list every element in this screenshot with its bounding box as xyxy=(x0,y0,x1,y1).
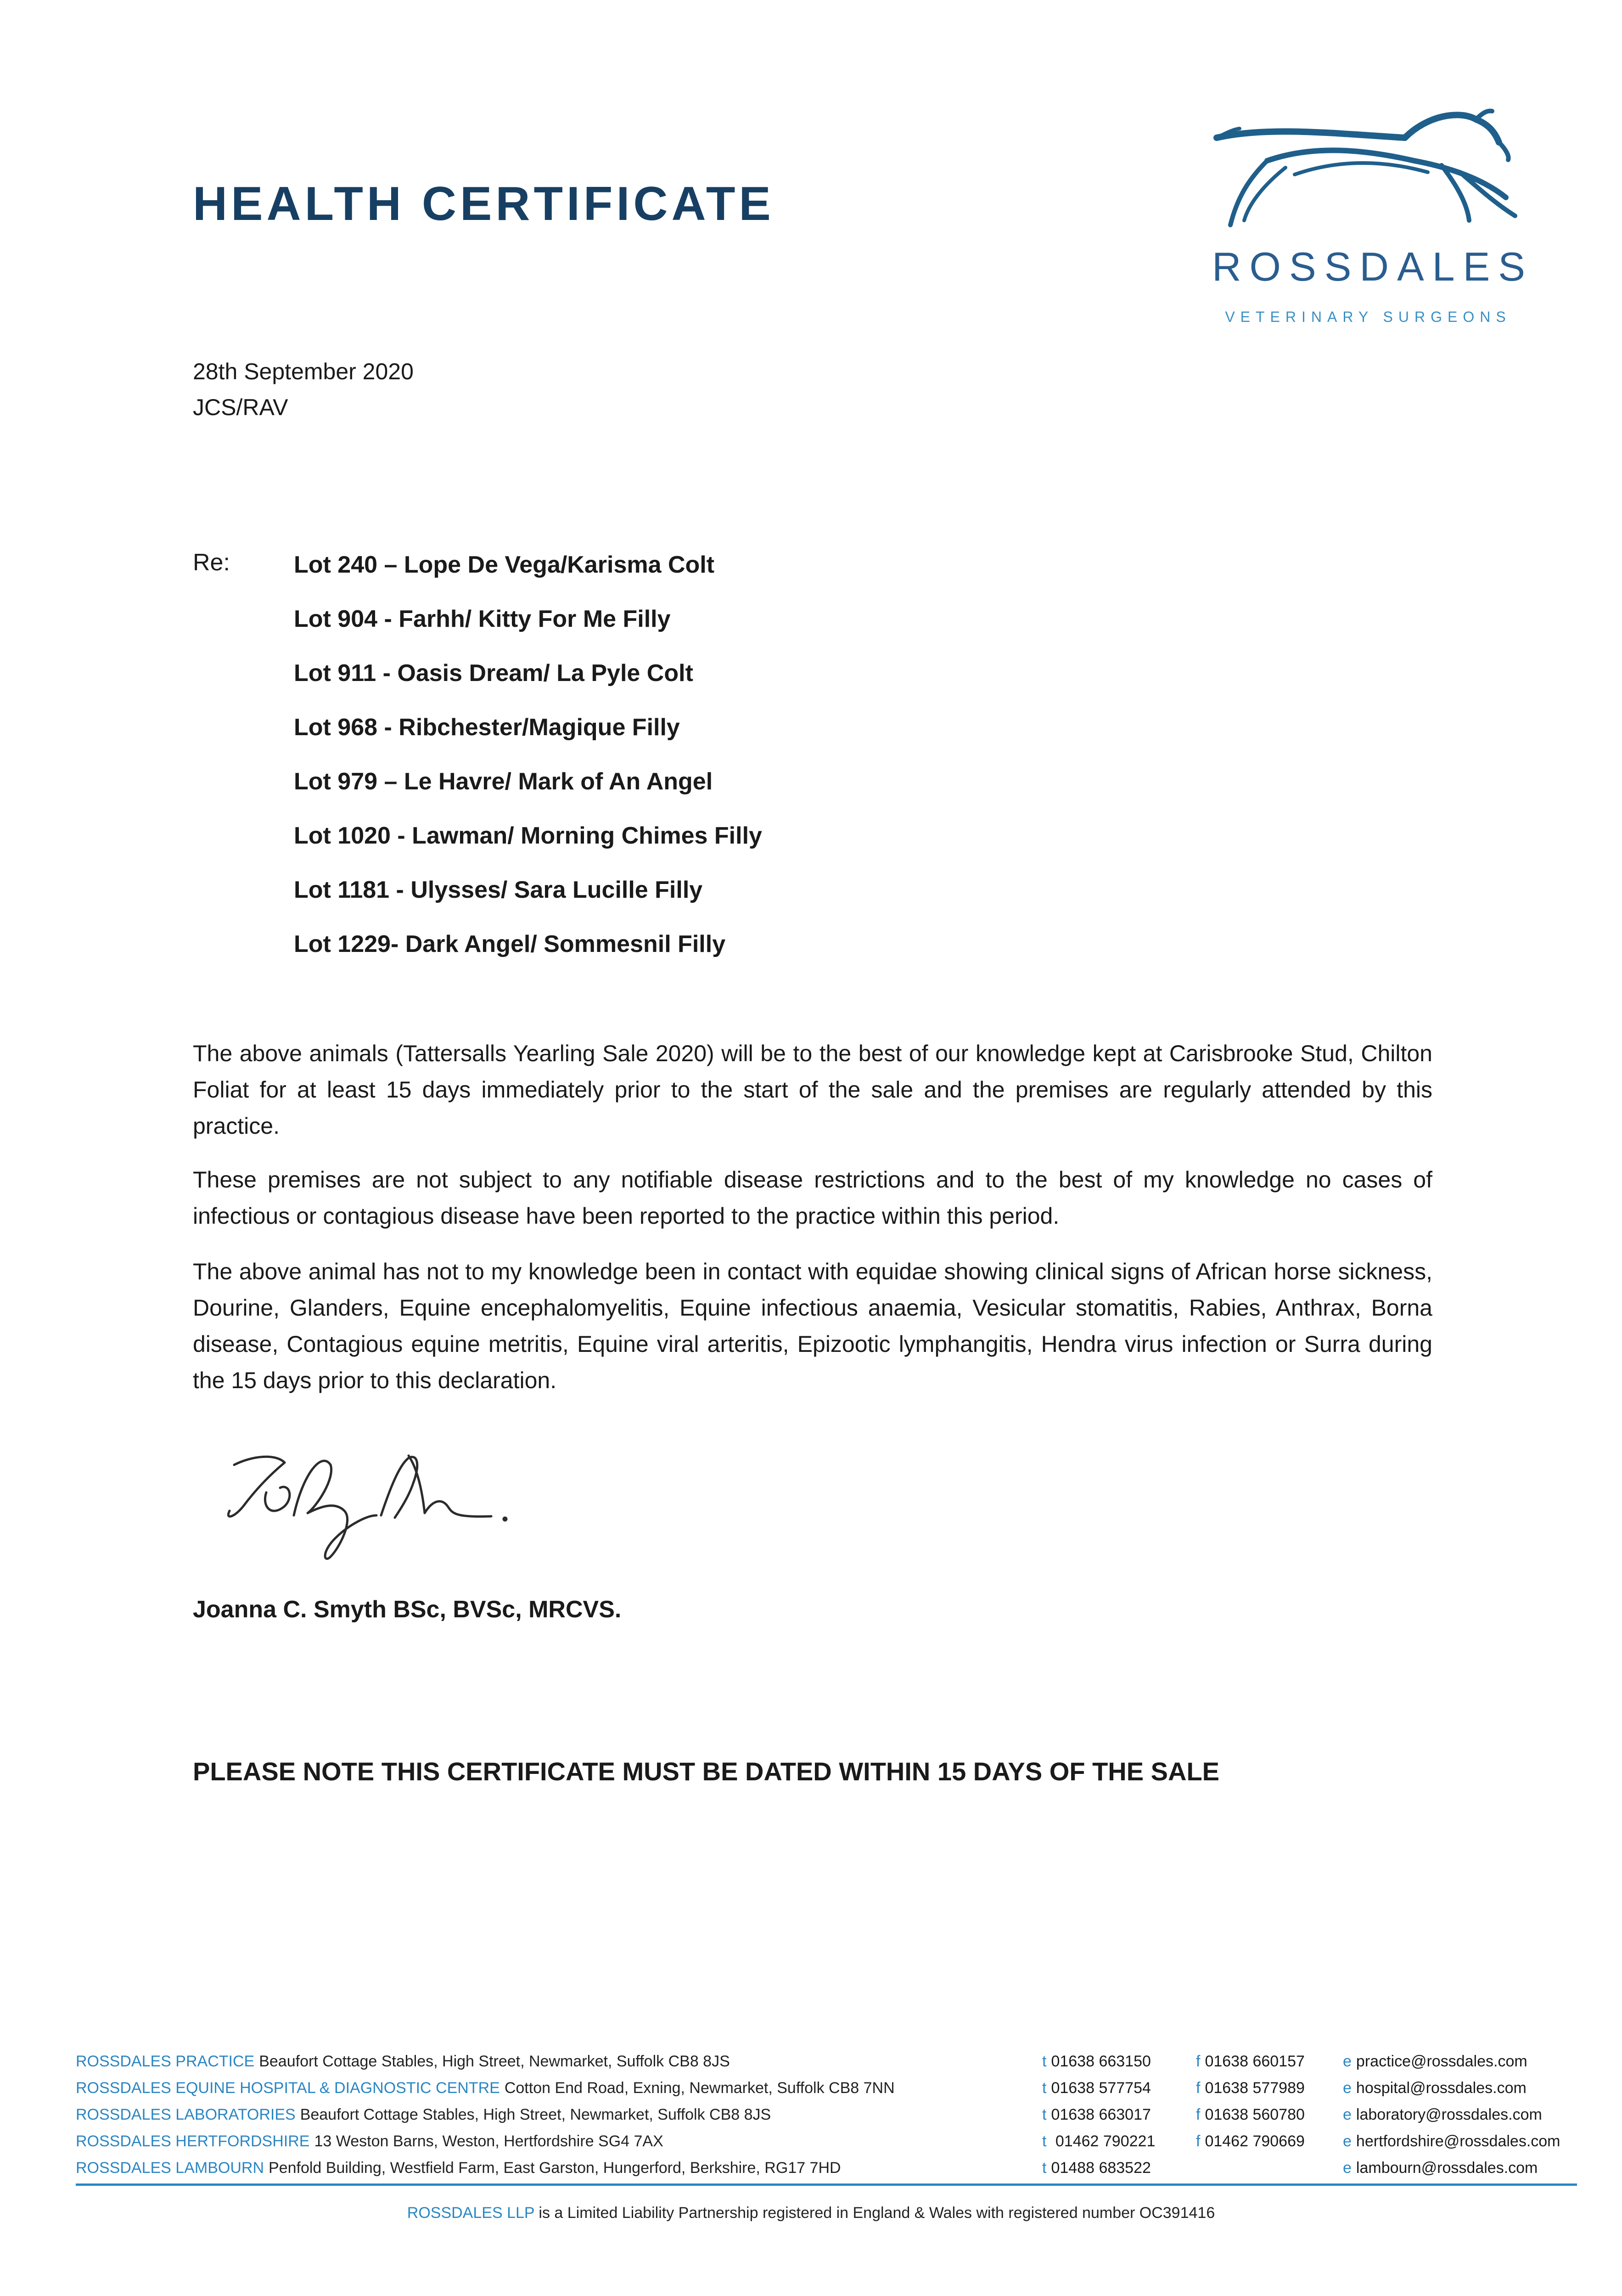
paragraph-restrictions: These premises are not subject to any notifiable disease restrictions and to the best of my knowledge no cases of infectious or contagious disease have been reported to the practice within this period. xyxy=(193,1167,1432,1229)
footer-row xyxy=(76,2075,1577,2101)
lot-item: Lot 904 - Farhh/ Kitty For Me Filly xyxy=(294,606,671,632)
footer-dept: ROSSDALES PRACTICE xyxy=(76,2053,255,2070)
llp-registration xyxy=(0,2204,1622,2222)
letter-reference: JCS/RAV xyxy=(193,394,288,420)
footer-address: Beaufort Cottage Stables, High Street, Newmarket, Suffolk CB8 8JS xyxy=(259,2053,730,2070)
email-label: e xyxy=(1343,2079,1352,2097)
footer-phone: 01462 790221 xyxy=(1051,2133,1156,2150)
footer-address: 13 Weston Barns, Weston, Hertfordshire SG4 7AX xyxy=(314,2133,663,2150)
footer-email[interactable]: hospital@rossdales.com xyxy=(1356,2079,1527,2097)
footer-dept: ROSSDALES LAMBOURN xyxy=(76,2159,264,2177)
footer-fax: 01462 790669 xyxy=(1205,2133,1305,2150)
paragraph-contact-declaration: The above animal has not to my knowledge been in contact with equidae showing clinical signs of African horse sickness, Dourine, Glanders, Equine encephalomyelitis, Equine infectious anaemia, Vesicular stomatitis, Rabies, Anthrax, Borna disease, Contagious equine metritis, Equine viral arteritis, Epizootic lymphangitis, Hendra virus infection or Surra during the 15 days prior to this declaration. xyxy=(193,1259,1432,1393)
re-label: Re: xyxy=(193,549,230,576)
footer-address: Cotton End Road, Exning, Newmarket, Suffolk CB8 7NN xyxy=(504,2079,895,2097)
footer-email[interactable]: lambourn@rossdales.com xyxy=(1356,2159,1538,2177)
logo-subtitle: VETERINARY SURGEONS xyxy=(1225,309,1511,325)
footer-email[interactable]: hertfordshire@rossdales.com xyxy=(1356,2133,1560,2150)
lot-item: Lot 979 – Le Havre/ Mark of An Angel xyxy=(294,768,713,795)
company-logo xyxy=(1212,106,1533,335)
footer-address: Penfold Building, Westfield Farm, East Garston, Hungerford, Berkshire, RG17 7HD xyxy=(269,2159,841,2177)
footer-contacts xyxy=(76,2048,1577,2181)
email-label: e xyxy=(1343,2133,1352,2150)
footer-phone: 01638 663150 xyxy=(1051,2053,1151,2070)
phone-label: t xyxy=(1042,2106,1047,2123)
footer-dept: ROSSDALES HERTFORDSHIRE xyxy=(76,2133,310,2150)
footer-fax: 01638 660157 xyxy=(1205,2053,1305,2070)
footer-fax: 01638 560780 xyxy=(1205,2106,1305,2123)
lot-item: Lot 1229- Dark Angel/ Sommesnil Filly xyxy=(294,931,726,957)
footer-row xyxy=(76,2101,1577,2128)
footer-dept: ROSSDALES EQUINE HOSPITAL & DIAGNOSTIC CENTRE xyxy=(76,2079,500,2097)
lot-item: Lot 1020 - Lawman/ Morning Chimes Filly xyxy=(294,822,762,849)
fax-label: f xyxy=(1196,2079,1201,2097)
footer-dept: ROSSDALES LABORATORIES xyxy=(76,2106,296,2123)
lot-item: Lot 911 - Oasis Dream/ La Pyle Colt xyxy=(294,660,693,687)
phone-label: t xyxy=(1042,2053,1047,2070)
lot-item: Lot 240 – Lope De Vega/Karisma Colt xyxy=(294,551,715,578)
footer-row xyxy=(76,2048,1577,2075)
footer-phone: 01488 683522 xyxy=(1051,2159,1151,2177)
running-horse-icon xyxy=(1212,106,1524,243)
footer-fax: 01638 577989 xyxy=(1205,2079,1305,2097)
fax-label: f xyxy=(1196,2053,1201,2070)
handwritten-signature xyxy=(216,1437,519,1570)
letter-date: 28th September 2020 xyxy=(193,359,414,384)
llp-name: ROSSDALES LLP xyxy=(407,2204,534,2222)
fax-label: f xyxy=(1196,2133,1201,2150)
footer-email[interactable]: laboratory@rossdales.com xyxy=(1356,2106,1542,2123)
footer-phone: 01638 663017 xyxy=(1051,2106,1151,2123)
footer-address: Beaufort Cottage Stables, High Street, Newmarket, Suffolk CB8 8JS xyxy=(300,2106,771,2123)
dating-notice: PLEASE NOTE THIS CERTIFICATE MUST BE DATED WITHIN 15 DAYS OF THE SALE xyxy=(193,1757,1220,1786)
email-label: e xyxy=(1343,2159,1352,2177)
email-label: e xyxy=(1343,2106,1352,2123)
lot-item: Lot 1181 - Ulysses/ Sara Lucille Filly xyxy=(294,877,703,903)
phone-label: t xyxy=(1042,2159,1047,2177)
lot-list xyxy=(294,549,762,982)
footer-divider xyxy=(76,2183,1577,2186)
phone-label: t xyxy=(1042,2133,1047,2150)
footer-row xyxy=(76,2128,1577,2155)
phone-label: t xyxy=(1042,2079,1047,2097)
llp-text: is a Limited Liability Partnership registered in England & Wales with registered number OC391416 xyxy=(539,2204,1215,2222)
fax-label: f xyxy=(1196,2106,1201,2123)
paragraph-premises: The above animals (Tattersalls Yearling Sale 2020) will be to the best of our knowledge kept at Carisbrooke Stud, Chilton Foliat for at least 15 days immediately prior to the start of the sale and the premises are regularly attended by this practice. xyxy=(193,1041,1432,1139)
logo-name: ROSSDALES xyxy=(1212,244,1533,289)
lot-item: Lot 968 - Ribchester/Magique Filly xyxy=(294,714,680,741)
footer-phone: 01638 577754 xyxy=(1051,2079,1151,2097)
signer-name: Joanna C. Smyth BSc, BVSc, MRCVS. xyxy=(193,1596,622,1623)
footer-row xyxy=(76,2155,1577,2181)
footer-email[interactable]: practice@rossdales.com xyxy=(1356,2053,1527,2070)
page-title: HEALTH CERTIFICATE xyxy=(193,177,775,231)
email-label: e xyxy=(1343,2053,1352,2070)
